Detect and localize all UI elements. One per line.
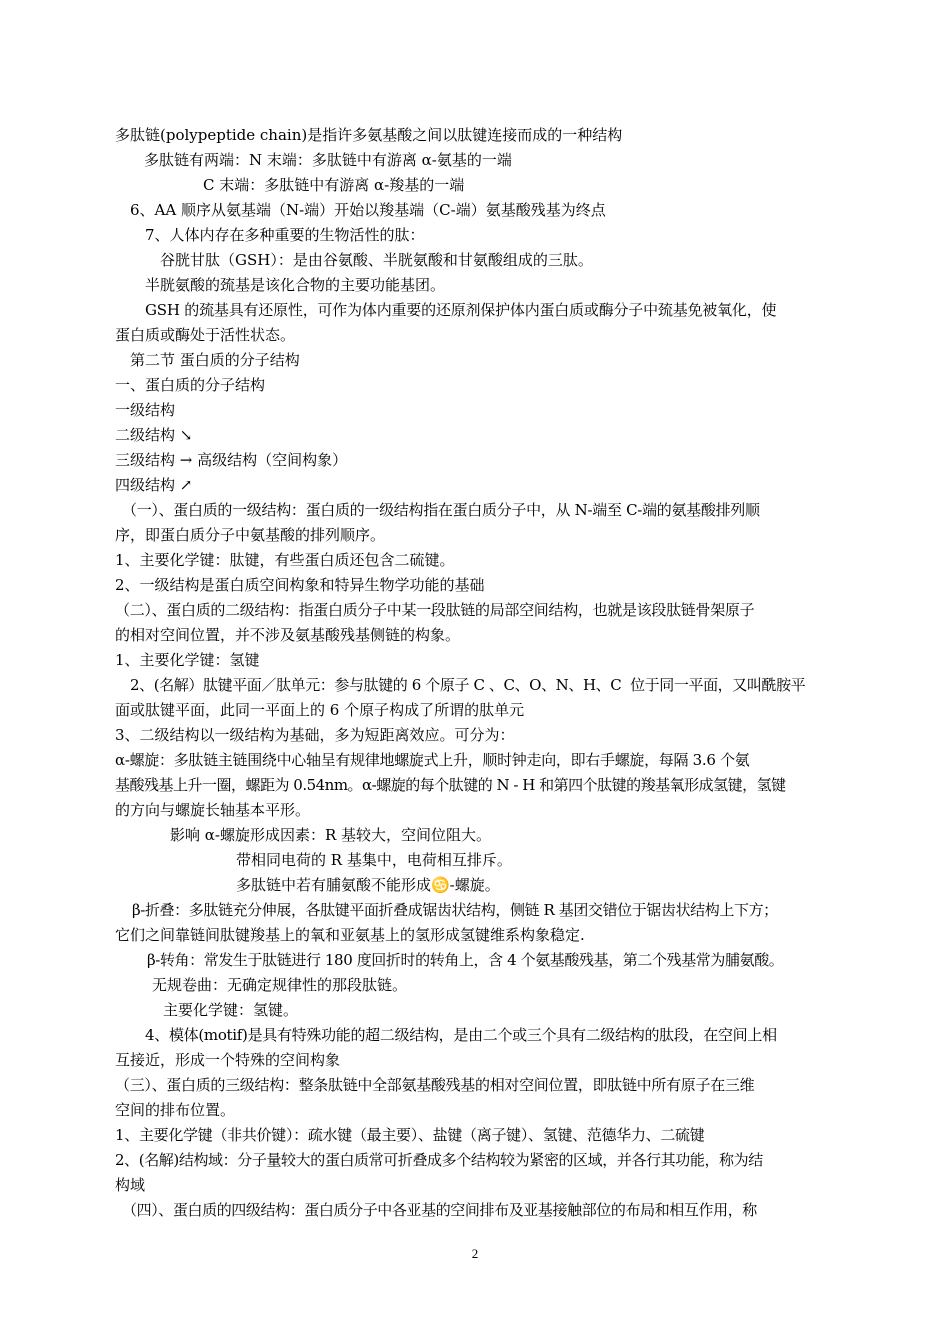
- text-line: 1、主要化学键：氢键: [115, 651, 260, 669]
- text-line: 空间的排布位置。: [115, 1101, 236, 1119]
- text-line: 的相对空间位置，并不涉及氨基酸残基侧链的构象。: [115, 626, 461, 644]
- text-line: （三）、蛋白质的三级结构：整条肽链中全部氨基酸残基的相对空间位置，即肽链中所有原子在三维: [115, 1076, 755, 1094]
- text-line: 四级结构 ↗: [115, 476, 193, 494]
- text-line: 互接近，形成一个特殊的空间构象: [115, 1051, 341, 1069]
- text-line: 7、人体内存在多种重要的生物活性的肽：: [145, 226, 425, 244]
- text-line: 序，即蛋白质分子中氨基酸的排列顺序。: [115, 526, 386, 544]
- text-line: C 末端：多肽链中有游离 α-羧基的一端: [203, 176, 465, 194]
- text-line: （二）、蛋白质的二级结构：指蛋白质分子中某一段肽链的局部空间结构，也就是该段肽链骨架原子: [115, 601, 755, 619]
- text-line: （四）、蛋白质的四级结构：蛋白质分子中各亚基的空间排布及亚基接触部位的布局和相互作用，称: [122, 1201, 757, 1219]
- text-line: 3、二级结构以一级结构为基础，多为短距离效应。可分为：: [115, 726, 515, 744]
- text-line: 1、主要化学键（非共价键）：疏水键（最主要）、盐键（离子键）、氢键、范德华力、二硫键: [115, 1126, 705, 1144]
- text-line: 无规卷曲：无确定规律性的那段肽链。: [152, 976, 408, 994]
- section-heading: 一、蛋白质的分子结构: [115, 376, 266, 394]
- text-line: 1、主要化学键：肽键，有些蛋白质还包含二硫键。: [115, 551, 455, 569]
- text-line: β-转角：常发生于肽链进行 180 度回折时的转角上，含 4 个氨基酸残基，第二个残基常为脯氨酸。: [147, 951, 784, 969]
- text-line: 2、(名解）肽键平面／肽单元：参与肽键的 6 个原子 C 、C、O、N、H、C 位于同一平面，又叫酰胺平: [130, 676, 806, 694]
- text-line: 2、(名解)结构域：分子量较大的蛋白质常可折叠成多个结构较为紧密的区域，并各行其功能，称为结: [115, 1151, 763, 1169]
- text-line: 它们之间靠链间肽键羧基上的氧和亚氨基上的氢形成氢键维系构象稳定.: [115, 926, 585, 944]
- text-line: 一级结构: [115, 401, 176, 419]
- text-line: GSH 的巯基具有还原性，可作为体内重要的还原剂保护体内蛋白质或酶分子中巯基免被氧化，使: [145, 301, 777, 319]
- section-heading: 第二节 蛋白质的分子结构: [130, 351, 300, 369]
- text-line: 半胱氨酸的巯基是该化合物的主要功能基团。: [145, 276, 446, 294]
- text-line: α-螺旋：多肽链主链围绕中心轴呈有规律地螺旋式上升，顺时钟走向，即右手螺旋，每隔 3.6 个氨: [115, 751, 750, 769]
- text-line: 的方向与螺旋长轴基本平形。: [115, 801, 311, 819]
- text-line: 影响 α-螺旋形成因素：R 基较大，空间位阻大。: [170, 826, 492, 844]
- text-line: 构域: [115, 1176, 146, 1194]
- text-line: 基酸残基上升一圈，螺距为 0.54nm。α-螺旋的每个肽键的 N - H 和第四个肽键的羧基氧形成氢键，氢键: [115, 776, 786, 794]
- text-line: 4、模体(motif)是具有特殊功能的超二级结构，是由二个或三个具有二级结构的肽段，在空间上相: [145, 1026, 777, 1044]
- text-line: 多肽链(polypeptide chain)是指许多氨基酸之间以肽键连接而成的一种结构: [115, 126, 623, 144]
- text-line: 2、一级结构是蛋白质空间构象和特异生物学功能的基础: [115, 576, 485, 594]
- text-line: 三级结构 → 高级结构（空间构象）: [115, 451, 348, 469]
- text-line: 多肽链有两端：N 末端：多肽链中有游离 α-氨基的一端: [144, 151, 512, 169]
- text-line: 面或肽键平面，此同一平面上的 6 个原子构成了所谓的肽单元: [115, 701, 525, 719]
- text-line: 6、AA 顺序从氨基端（N-端）开始以羧基端（C-端）氨基酸残基为终点: [130, 201, 606, 219]
- text-line: 二级结构 ↘: [115, 426, 193, 444]
- text-line: 多肽链中若有脯氨酸不能形成♋-螺旋。: [236, 876, 500, 894]
- text-line: 带相同电荷的 R 基集中，电荷相互排斥。: [236, 851, 512, 869]
- text-line: （一）、蛋白质的一级结构：蛋白质的一级结构指在蛋白质分子中，从 N-端至 C-端的氨基酸排列顺: [122, 501, 760, 519]
- page-number: 2: [471, 1246, 479, 1261]
- text-line: 谷胱甘肽（GSH）：是由谷氨酸、半胱氨酸和甘氨酸组成的三肽。: [160, 251, 593, 269]
- text-line: 主要化学键：氢键。: [163, 1001, 299, 1019]
- text-line: 蛋白质或酶处于活性状态。: [115, 326, 296, 344]
- text-line: β-折叠：多肽链充分伸展，各肽键平面折叠成锯齿状结构，侧链 R 基团交错位于锯齿状结构上下方；: [132, 901, 778, 919]
